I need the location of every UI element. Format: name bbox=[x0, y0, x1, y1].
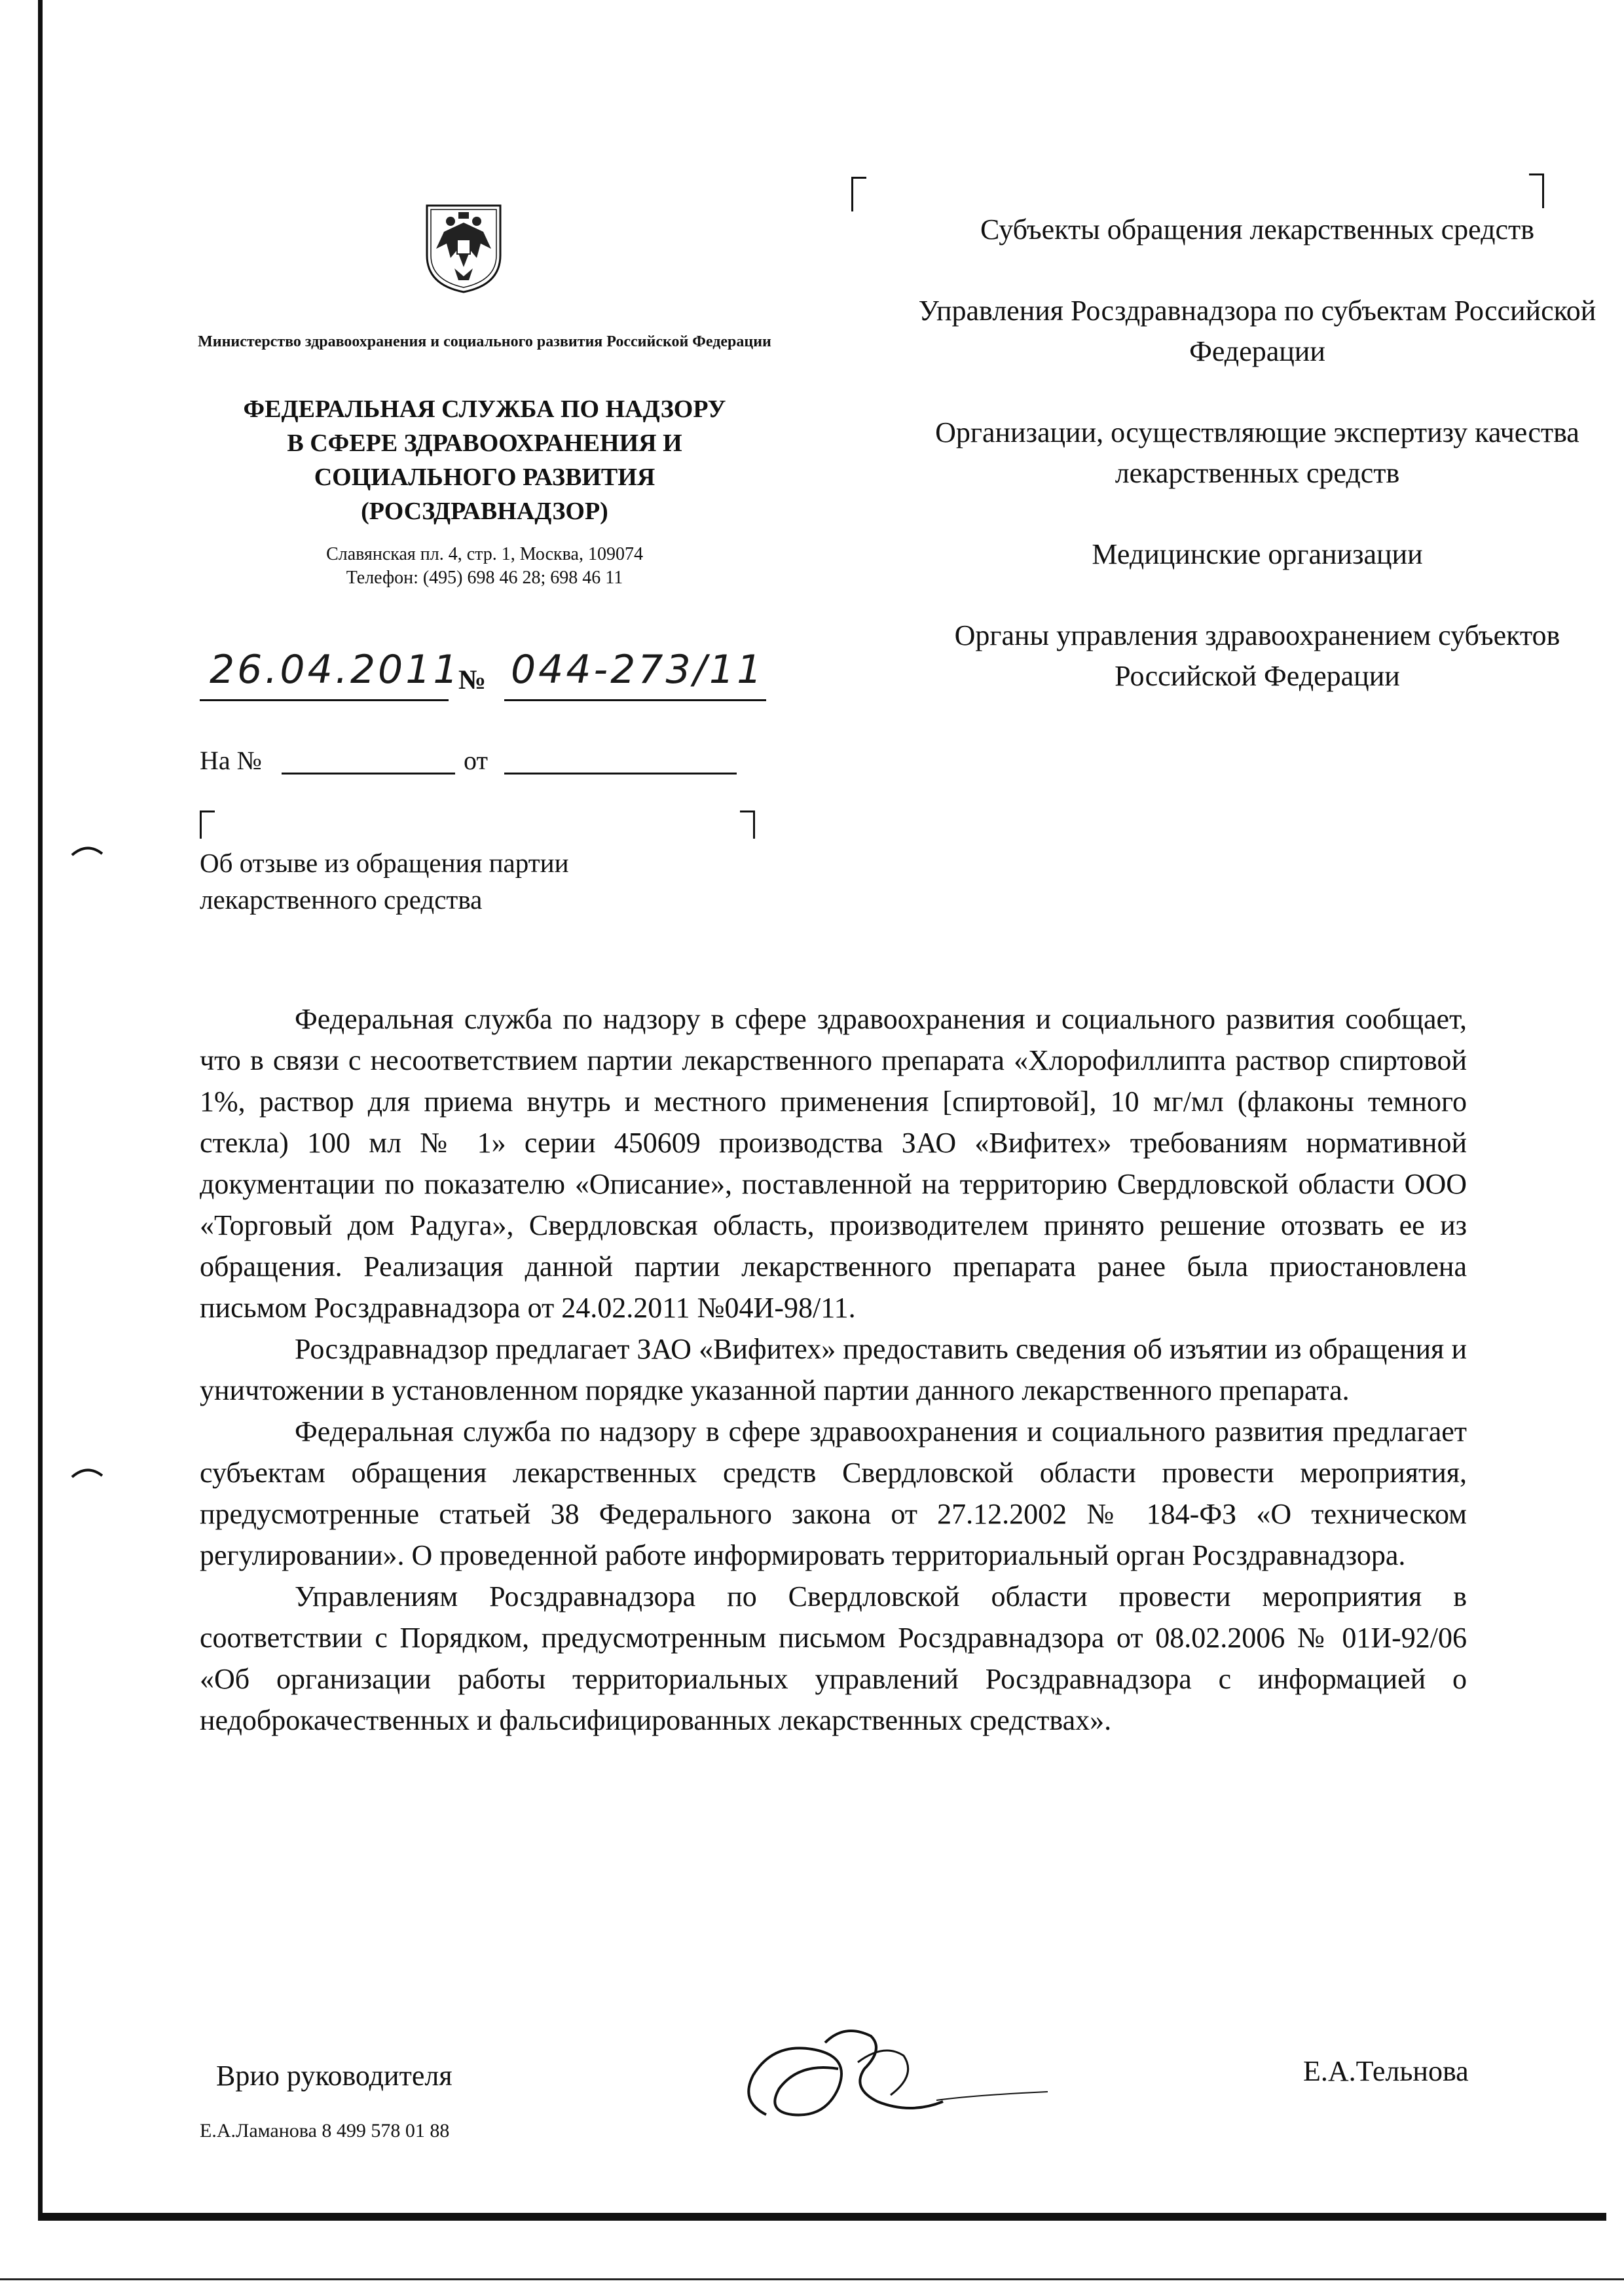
ministry-name: Министерство здравоохранения и социального развития Российской Федерации bbox=[198, 333, 771, 350]
subject-bracket-right bbox=[740, 811, 755, 839]
addressee-bracket-right bbox=[1529, 173, 1544, 208]
subject-bracket-left bbox=[200, 811, 215, 839]
body-paragraph: Федеральная служба по надзору в сфере здравоохранения и социального развития предлагает субъектам обращения лекарственных средств Свердловской области провести мероприятия, предусмотренные статьей 38 Федерального закона от 27.12.2002 № 184-ФЗ «О техническом регулировании». О проведенной работе информировать территориальный орган Росздравнадзора. bbox=[200, 1415, 1467, 1571]
body-paragraph: Федеральная служба по надзору в сфере здравоохранения и социального развития сообщает, что в связи с несоответствием партии лекарственного препарата «Хлорофиллипта раствор спиртовой 1%, раствор для приема внутрь и местного применения [спиртовой], 10 мг/мл (флаконы темного стекла) 100 мл № 1» серии 450609 производства ЗАО «Вифитех» требованиям нормативной документации по показателю «Описание», поставленной на территорию Свердловской области ООО «Торговый дом Радуга», Свердловская область, производителем принято решение отозвать ее из обращения. Реализация данной партии лекарственного препарата ранее была приостановлена письмом Росздравнадзора от 24.02.2011 №04И-98/11. bbox=[200, 1003, 1467, 1324]
margin-mark-bottom bbox=[71, 1467, 103, 1478]
addressee: Органы управления здравоохранением субъектов Российской Федерации bbox=[954, 619, 1560, 692]
service-name bbox=[164, 392, 805, 528]
service-name-line: СОЦИАЛЬНОГО РАЗВИТИЯ bbox=[314, 464, 655, 491]
address-block bbox=[164, 543, 805, 590]
letter-body bbox=[200, 998, 1467, 1741]
signer-title: Врио руководителя bbox=[216, 2060, 452, 2092]
addressee: Медицинские организации bbox=[1092, 538, 1423, 570]
addressee: Организации, осуществляющие экспертизу качества лекарственных средств bbox=[935, 416, 1579, 489]
service-name-line: В СФЕРЕ ЗДРАВООХРАНЕНИЯ И bbox=[287, 429, 682, 457]
handwritten-signature bbox=[727, 2003, 1054, 2134]
registration-number: 044-273/11 bbox=[511, 647, 765, 693]
letter-subject: Об отзыве из обращения партии лекарственного средства bbox=[200, 848, 569, 915]
reference-date-blank bbox=[504, 773, 737, 774]
addressee-bracket-left bbox=[851, 177, 866, 211]
number-underline bbox=[504, 699, 766, 701]
reference-na-label: На № bbox=[200, 746, 262, 775]
phone: Телефон: (495) 698 46 28; 698 46 11 bbox=[346, 568, 623, 588]
service-name-line: (РОСЗДРАВНАДЗОР) bbox=[361, 498, 608, 525]
reference-number-blank bbox=[282, 773, 455, 774]
reference-ot-label: от bbox=[464, 746, 488, 775]
coat-of-arms-emblem-icon bbox=[424, 203, 503, 295]
registration-date: 26.04.2011 bbox=[210, 647, 461, 693]
address: Славянская пл. 4, стр. 1, Москва, 109074 bbox=[326, 544, 643, 564]
letterhead bbox=[164, 331, 805, 590]
body-paragraph: Управлениям Росздравнадзора по Свердловской области провести мероприятия в соответствии с Порядком, предусмотренным письмом Росздравнадзора от 08.02.2006 № 01И-92/06 «Об организации работы территориальных управлений Росздравнадзора с информацией о недоброкачественных и фальсифицированных лекарственных средствах». bbox=[200, 1580, 1467, 1736]
service-name-line: ФЕДЕРАЛЬНАЯ СЛУЖБА ПО НАДЗОРУ bbox=[243, 395, 726, 423]
registration-number-label: № bbox=[458, 665, 487, 695]
date-underline bbox=[200, 699, 449, 701]
scan-frame-bottom-border bbox=[38, 2213, 1606, 2221]
addressee: Субъекты обращения лекарственных средств bbox=[980, 213, 1535, 246]
addressee: Управления Росздравнадзора по субъектам Российской Федерации bbox=[918, 295, 1596, 367]
scan-frame-bottom-line bbox=[0, 2278, 1624, 2280]
executor-contact: Е.А.Ламанова 8 499 578 01 88 bbox=[200, 2120, 450, 2141]
body-paragraph: Росздравнадзор предлагает ЗАО «Вифитех» предоставить сведения об изъятии из обращения и уничтожении в установленном порядке указанной партии данного лекарственного препарата. bbox=[200, 1333, 1467, 1406]
scan-frame-left-border bbox=[38, 0, 43, 2219]
margin-mark-top bbox=[71, 845, 103, 856]
signer-name: Е.А.Тельнова bbox=[1303, 2055, 1469, 2087]
addressee-list bbox=[910, 210, 1604, 697]
